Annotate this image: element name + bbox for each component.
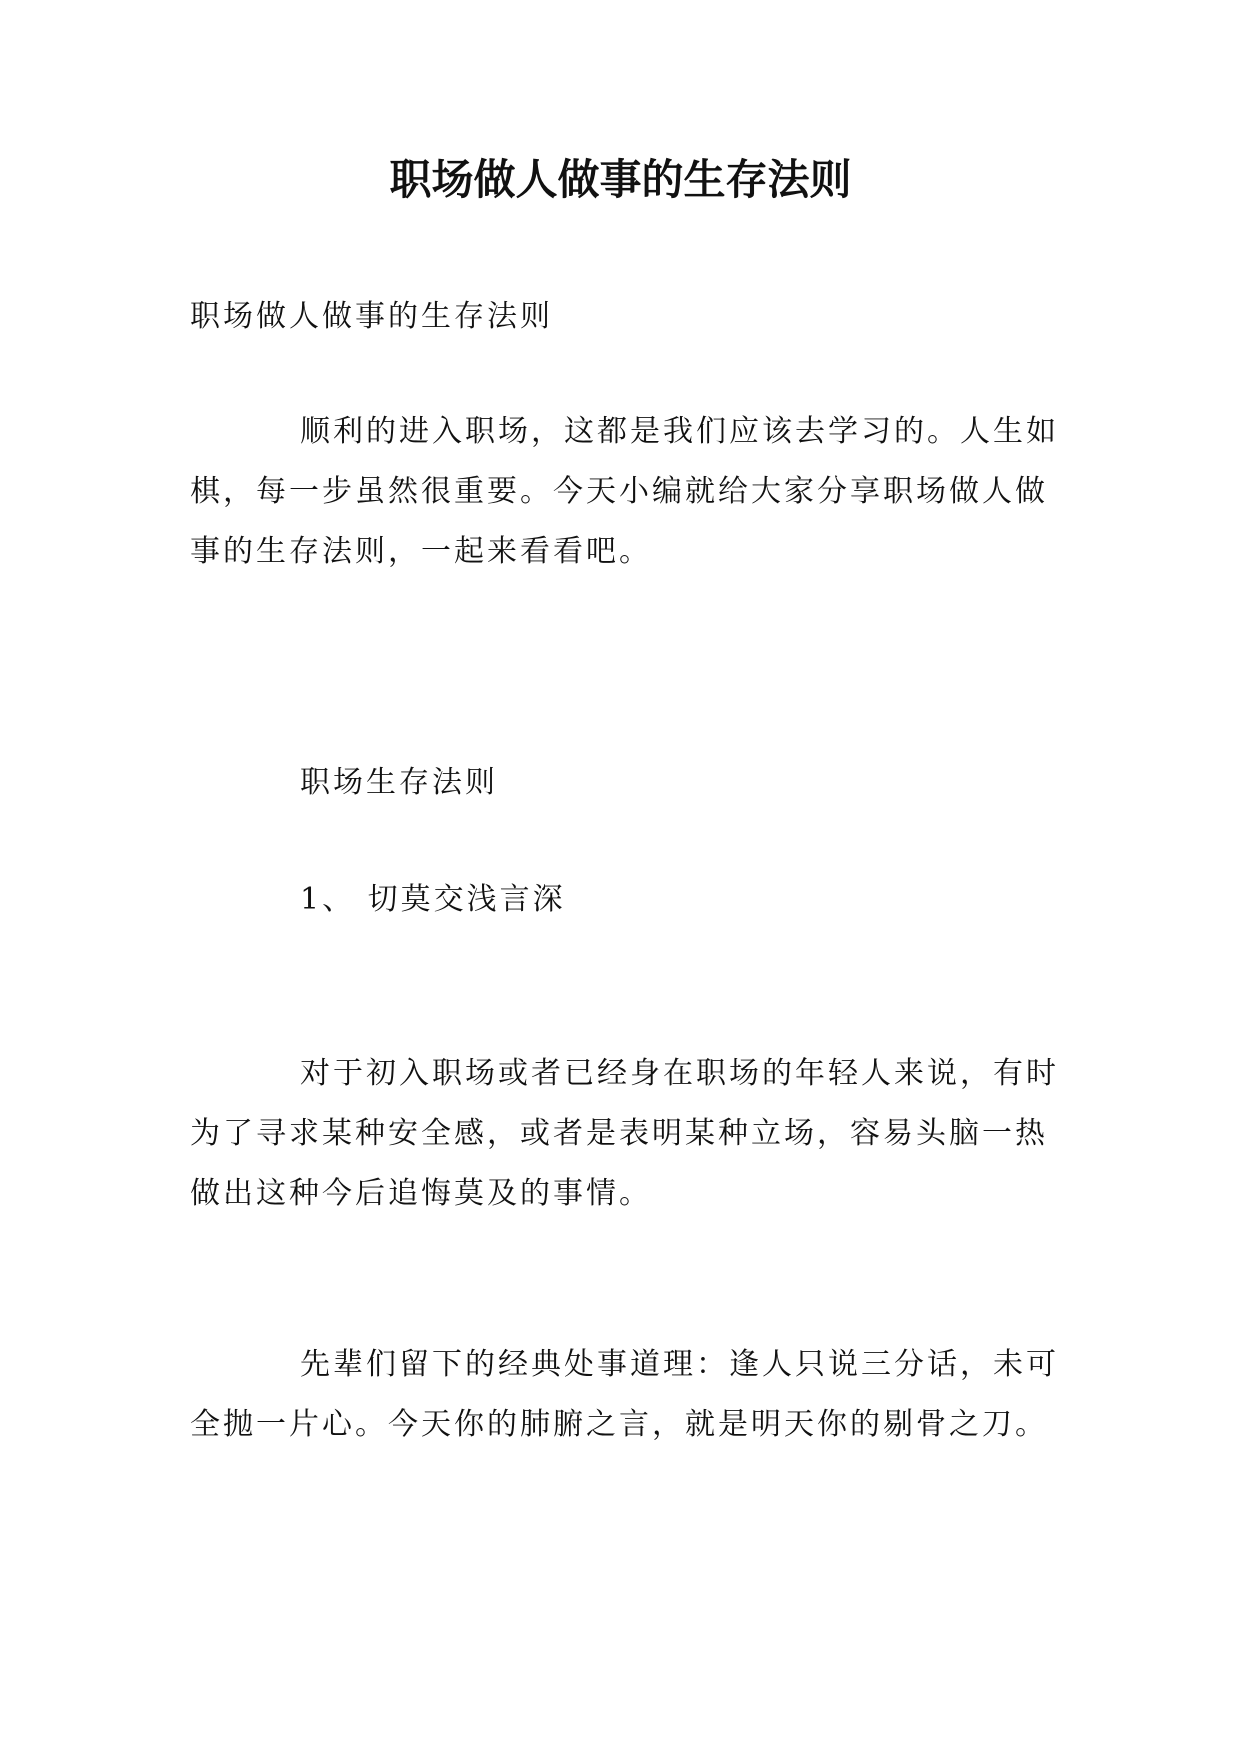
body-paragraph-line: 先辈们留下的经典处事道理：逢人只说三分话，未可 bbox=[300, 1347, 1059, 1382]
body-paragraph-line: 为了寻求某种安全感，或者是表明某种立场，容易头脑一热 bbox=[190, 1116, 1048, 1151]
section-heading: 职场生存法则 bbox=[300, 765, 498, 800]
page-title: 职场做人做事的生存法则 bbox=[389, 155, 852, 204]
body-paragraph-line: 对于初入职场或者已经身在职场的年轻人来说，有时 bbox=[300, 1056, 1059, 1091]
body-paragraph-line: 全抛一片心。今天你的肺腑之言，就是明天你的剔骨之刀。 bbox=[190, 1407, 1048, 1442]
intro-paragraph-line: 顺利的进入职场，这都是我们应该去学习的。人生如 bbox=[300, 414, 1059, 449]
document-subtitle: 职场做人做事的生存法则 bbox=[190, 299, 553, 334]
intro-paragraph-line: 事的生存法则，一起来看看吧。 bbox=[190, 534, 652, 569]
body-paragraph-line: 做出这种今后追悔莫及的事情。 bbox=[190, 1176, 652, 1211]
intro-paragraph-line: 棋，每一步虽然很重要。今天小编就给大家分享职场做人做 bbox=[190, 474, 1048, 509]
list-item-heading: 1、 切莫交浅言深 bbox=[300, 882, 566, 917]
